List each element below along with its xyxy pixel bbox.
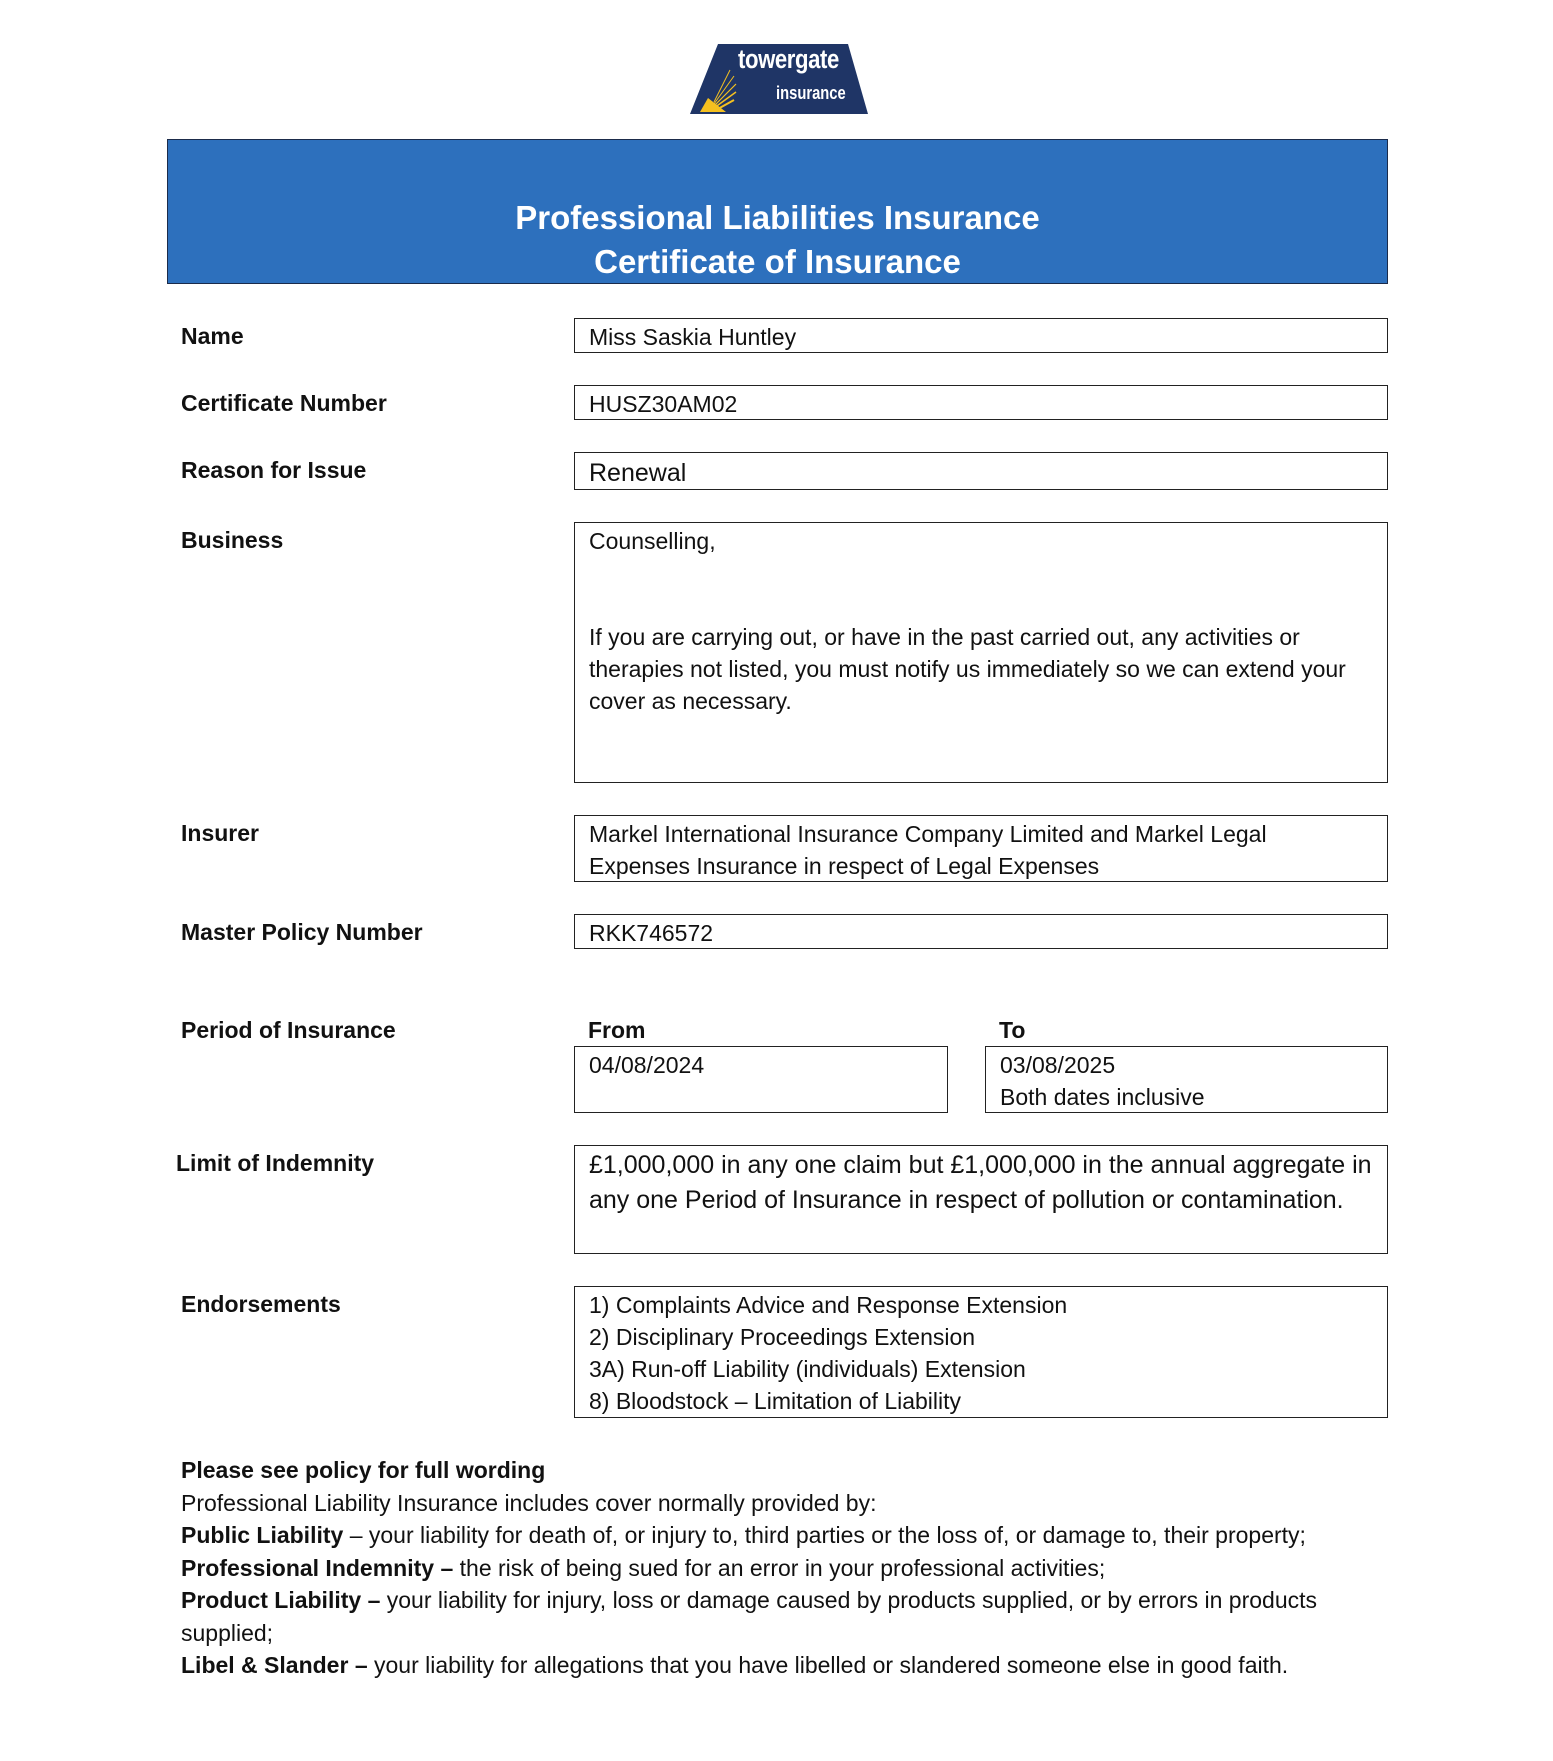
insurer-field bbox=[574, 815, 1388, 882]
cover-description: your liability for death of, or injury to, third parties or the loss of, or damage to, their property; bbox=[368, 1522, 1306, 1548]
period-to-field bbox=[985, 1046, 1388, 1113]
policy-notes bbox=[181, 1454, 1391, 1682]
period-from-field bbox=[574, 1046, 948, 1113]
name-value: Miss Saskia Huntley bbox=[589, 324, 797, 350]
period-to-value: 03/08/2025 bbox=[1000, 1052, 1116, 1078]
cover-term: Public Liability bbox=[181, 1522, 344, 1548]
notes-intro: Professional Liability Insurance includes cover normally provided by: bbox=[181, 1489, 877, 1516]
name-field bbox=[574, 318, 1388, 353]
business-notice: If you are carrying out, or have in the past carried out, any activities or therapies not listed, you must notify us immediately so we can extend your cover as necessary. bbox=[589, 624, 1346, 714]
cover-separator: – bbox=[343, 1522, 369, 1548]
cover-term: Libel & Slander – bbox=[181, 1652, 368, 1678]
cover-description: your liability for allegations that you have libelled or slandered someone else in good faith. bbox=[374, 1652, 1289, 1678]
period-to-note: Both dates inclusive bbox=[1000, 1084, 1205, 1110]
reason-for-issue-value: Renewal bbox=[589, 459, 687, 487]
limit-of-indemnity-field bbox=[574, 1145, 1388, 1254]
period-of-insurance-label: Period of Insurance bbox=[181, 1017, 396, 1043]
limit-of-indemnity-label: Limit of Indemnity bbox=[176, 1150, 375, 1176]
business-field bbox=[574, 522, 1388, 783]
endorsement-item: 2) Disciplinary Proceedings Extension bbox=[589, 1324, 976, 1350]
cover-term: Professional Indemnity – bbox=[181, 1554, 454, 1581]
title-banner bbox=[167, 139, 1388, 284]
document-subtitle: Certificate of Insurance bbox=[594, 243, 961, 280]
logo-subtitle: insurance bbox=[776, 83, 846, 103]
logo-wordmark: towergate bbox=[738, 44, 839, 74]
cover-item-product-liability bbox=[181, 1584, 1391, 1649]
name-label: Name bbox=[181, 323, 244, 349]
endorsement-item: 1) Complaints Advice and Response Extension bbox=[589, 1292, 1068, 1318]
insurer-value: Markel International Insurance Company Limited and Markel Legal Expenses Insurance in respect of Legal Expenses bbox=[589, 821, 1267, 879]
cover-term: Product Liability – bbox=[181, 1587, 381, 1613]
reason-for-issue-field bbox=[574, 452, 1388, 490]
document-title: Professional Liabilities Insurance bbox=[515, 199, 1040, 236]
master-policy-number-field bbox=[574, 914, 1388, 949]
cover-item-libel-slander bbox=[181, 1649, 1391, 1682]
period-from-label: From bbox=[588, 1017, 646, 1043]
certificate-number-value: HUSZ30AM02 bbox=[589, 391, 738, 417]
reason-for-issue-label: Reason for Issue bbox=[181, 457, 367, 483]
cover-description: your liability for injury, loss or damage caused by products supplied, or by errors in products supplied; bbox=[181, 1587, 1317, 1646]
master-policy-number-label: Master Policy Number bbox=[181, 919, 423, 945]
certificate-number-field bbox=[574, 385, 1388, 420]
endorsements-label: Endorsements bbox=[181, 1291, 341, 1317]
cover-item-public-liability bbox=[181, 1519, 1391, 1552]
business-label: Business bbox=[181, 527, 284, 553]
certificate-number-label: Certificate Number bbox=[181, 390, 387, 416]
endorsement-item: 3A) Run-off Liability (individuals) Extension bbox=[589, 1356, 1026, 1382]
notes-heading: Please see policy for full wording bbox=[181, 1457, 546, 1483]
business-value: Counselling, bbox=[589, 528, 716, 554]
cover-item-professional-indemnity bbox=[181, 1552, 1391, 1585]
master-policy-number-value: RKK746572 bbox=[589, 920, 714, 946]
endorsement-item: 8) Bloodstock – Limitation of Liability bbox=[589, 1388, 962, 1414]
cover-description: the risk of being sued for an error in your professional activities; bbox=[459, 1554, 1106, 1581]
period-to-label: To bbox=[999, 1017, 1026, 1043]
limit-of-indemnity-value: £1,000,000 in any one claim but £1,000,000 in the annual aggregate in any one Period of Insurance in respect of pollution or contamination. bbox=[589, 1151, 1372, 1214]
period-from-value: 04/08/2024 bbox=[589, 1052, 705, 1078]
endorsements-field bbox=[574, 1286, 1388, 1418]
insurer-label: Insurer bbox=[181, 820, 259, 846]
